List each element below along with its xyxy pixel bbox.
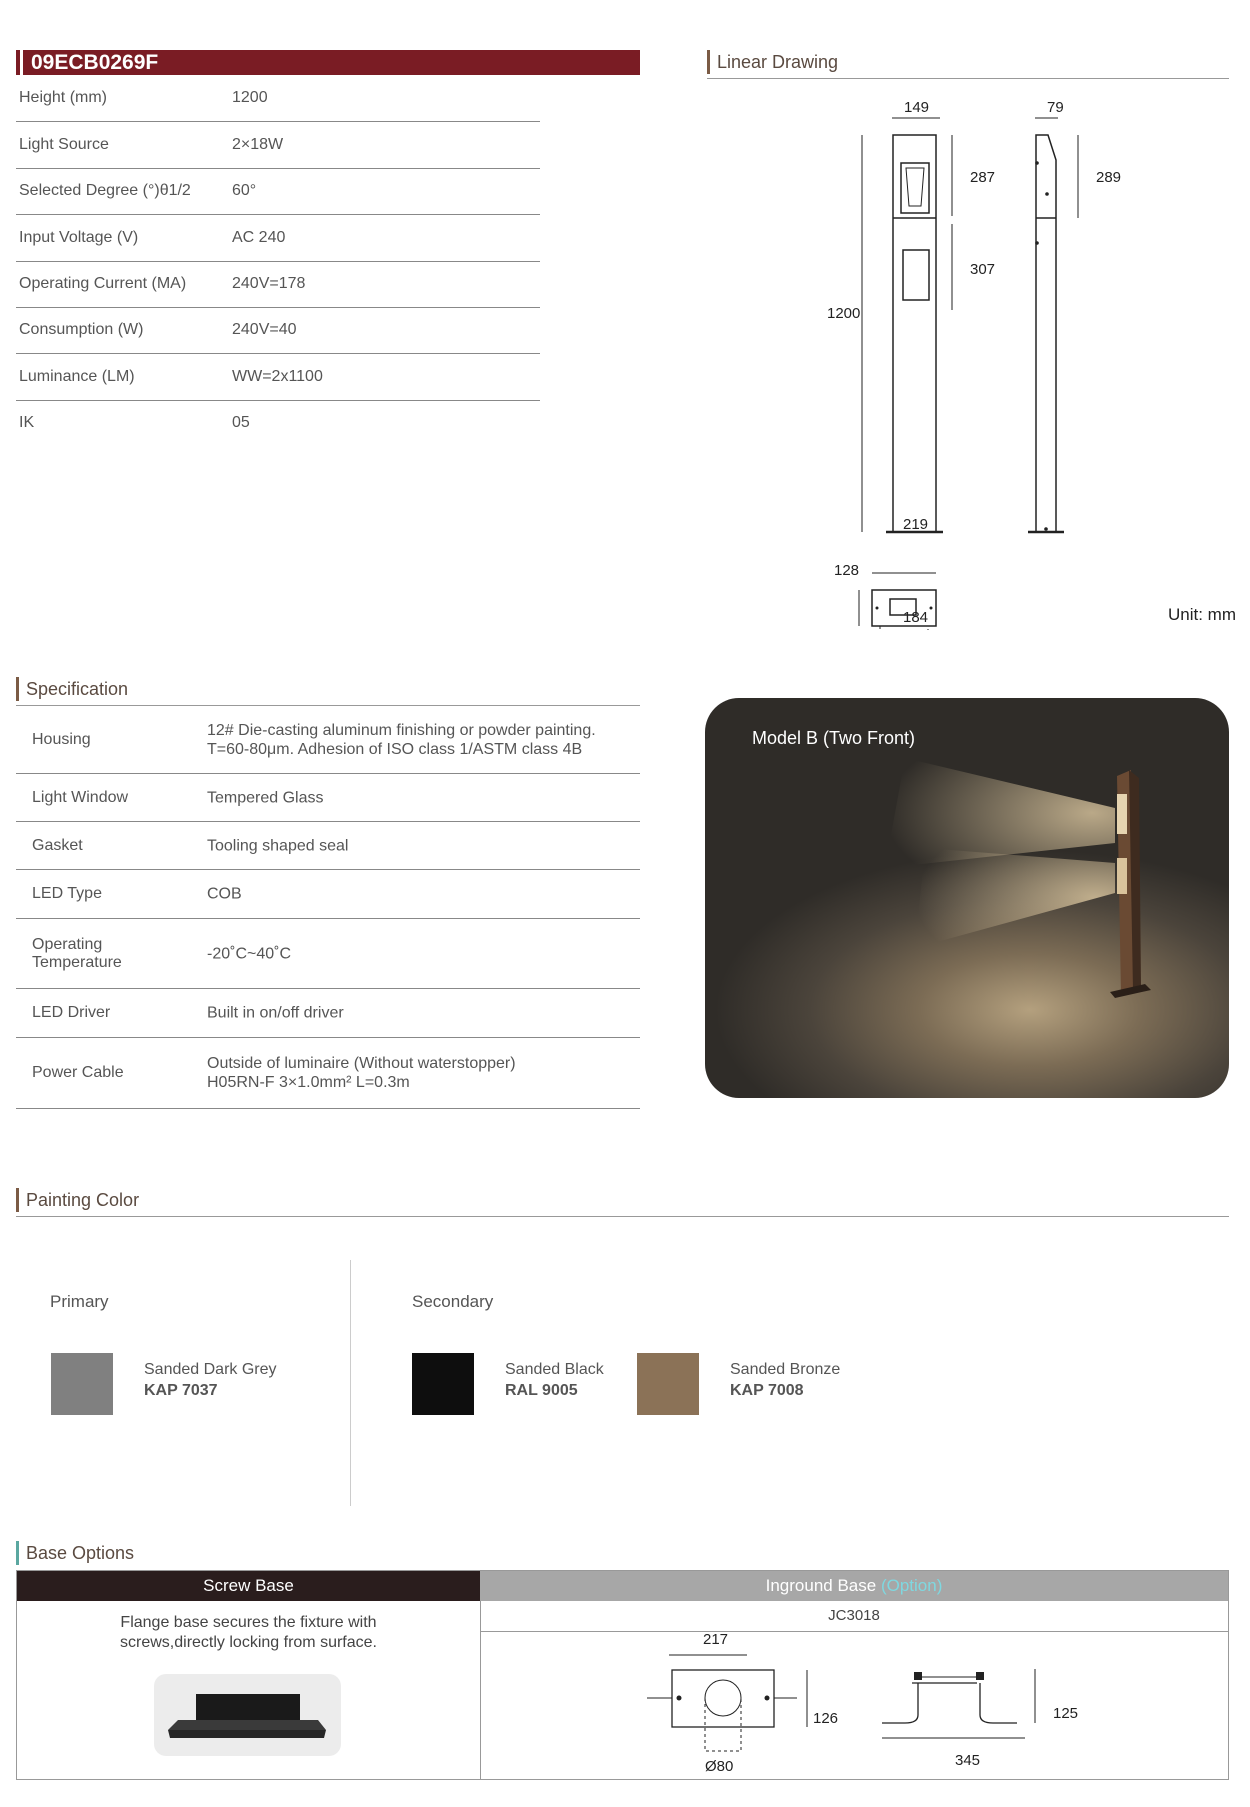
spec-led-driver <box>16 989 640 1038</box>
dim-base-depth: 128 <box>834 562 860 579</box>
painting-color-title: Painting Color <box>26 1190 140 1210</box>
spec-light-window <box>16 774 640 822</box>
swatch-sanded-black <box>412 1353 474 1415</box>
spec-value: -20˚C~40˚C <box>207 945 292 962</box>
spec-operating-temperature <box>16 919 640 989</box>
dim-base-holes: 184 <box>903 609 929 626</box>
color-black: Sanded Black RAL 9005 <box>505 1361 604 1399</box>
spec-value: WW=2x1100 <box>232 368 323 385</box>
dim-side-width: 79 <box>1047 99 1064 116</box>
spec-value: 240V=40 <box>232 321 297 338</box>
screw-base-image <box>154 1674 341 1756</box>
specification-title: Specification <box>26 679 129 699</box>
spec-label: IK <box>19 414 35 431</box>
inground-model: JC3018 <box>480 1601 1228 1632</box>
spec-value: Tooling shaped seal <box>207 837 349 854</box>
spec-label: Light Window <box>32 788 129 806</box>
spec-value: 05 <box>232 414 250 431</box>
dim-front-width: 149 <box>904 99 930 116</box>
screw-base-description: Flange base secures the fixture with screws,directly locking from surface. <box>120 1614 377 1651</box>
color-bronze: Sanded Bronze KAP 7008 <box>730 1361 841 1399</box>
spec-value: Tempered Glass <box>207 789 324 806</box>
unit-label: Unit: mm <box>1168 605 1236 624</box>
color-dark-grey: Sanded Dark Grey KAP 7037 <box>144 1361 277 1399</box>
spec-label: Operating Current (MA) <box>19 275 187 292</box>
spec-row-luminance <box>16 354 540 401</box>
screw-base-header: Screw Base <box>17 1571 480 1601</box>
spec-value: 240V=178 <box>232 275 306 292</box>
swatch-sanded-bronze <box>637 1353 699 1415</box>
spec-gasket <box>16 822 640 870</box>
inground-dim-hole: Ø80 <box>705 1758 734 1775</box>
painting-color-header <box>16 1188 1229 1212</box>
spec-value: 2×18W <box>232 136 284 153</box>
spec-label: LED Driver <box>32 1004 111 1021</box>
dim-side-upper: 289 <box>1096 169 1122 186</box>
color-divider <box>350 1260 351 1506</box>
spec-label: Height (mm) <box>19 89 108 106</box>
linear-drawing-title: Linear Drawing <box>717 52 839 72</box>
product-code-bar <box>16 50 640 75</box>
linear-drawing <box>800 90 1120 630</box>
swatch-sanded-dark-grey <box>51 1353 113 1415</box>
spec-value: Outside of luminaire (Without waterstopper) H05RN-F 3×1.0mm² L=0.3m <box>207 1055 516 1091</box>
photo-caption: Model B (Two Front) <box>752 728 916 748</box>
base-options-title: Base Options <box>26 1543 135 1563</box>
base-options-table <box>16 1570 1229 1780</box>
option-label: (Option) <box>880 1576 943 1595</box>
dim-upper-height: 287 <box>970 169 996 186</box>
spec-led-type <box>16 870 640 919</box>
product-photo <box>705 698 1229 1098</box>
spec-label: Selected Degree (°)θ1/2 <box>19 182 191 199</box>
spec-value: Built in on/off driver <box>207 1004 344 1022</box>
spec-row-consumption <box>16 307 540 354</box>
secondary-label: Secondary <box>412 1292 494 1311</box>
spec-value: 1200 <box>232 89 268 106</box>
spec-label: Input Voltage (V) <box>19 229 139 246</box>
spec-label: Power Cable <box>32 1064 124 1081</box>
dim-total-height: 1200 <box>827 305 861 322</box>
dim-base-width: 219 <box>903 516 929 533</box>
linear-drawing-header <box>707 50 1229 74</box>
spec-label: Light Source <box>19 136 109 153</box>
spec-label: Operating Temperature <box>32 935 122 971</box>
spec-label: Housing <box>32 730 91 748</box>
bollard-light-image <box>705 698 1229 1098</box>
product-code: 09ECB0269F <box>31 51 159 74</box>
inground-dim-anchor-width: 345 <box>955 1752 981 1769</box>
spec-row-degree <box>16 168 540 215</box>
spec-label: LED Type <box>32 885 102 902</box>
spec-row-height <box>16 75 540 122</box>
spec-label: Gasket <box>32 836 83 854</box>
primary-label: Primary <box>50 1292 109 1311</box>
spec-label: Luminance (LM) <box>19 368 135 385</box>
inground-dim-anchor-height: 125 <box>1053 1705 1079 1722</box>
dim-lower-height: 307 <box>970 261 996 278</box>
spec-value: AC 240 <box>232 229 286 246</box>
spec-row-voltage <box>16 215 540 262</box>
spec-housing <box>16 706 640 774</box>
inground-base-header: Inground Base (Option) <box>480 1571 1228 1601</box>
spec-power-cable <box>16 1038 640 1109</box>
inground-dim-height: 126 <box>813 1710 839 1727</box>
spec-value: 12# Die-casting aluminum finishing or powder painting. T=60-80μm. Adhesion of ISO class 1/ASTM class 4B <box>207 721 596 758</box>
specification-header <box>16 677 640 701</box>
spec-row-current <box>16 261 540 308</box>
spec-value: COB <box>207 885 242 903</box>
base-options-header <box>16 1541 1229 1565</box>
spec-label: Consumption (W) <box>19 321 144 338</box>
spec-value: 60° <box>232 182 257 199</box>
spec-row-ik <box>16 400 540 446</box>
inground-dim-width: 217 <box>703 1631 729 1648</box>
spec-row-light-source <box>16 122 540 169</box>
